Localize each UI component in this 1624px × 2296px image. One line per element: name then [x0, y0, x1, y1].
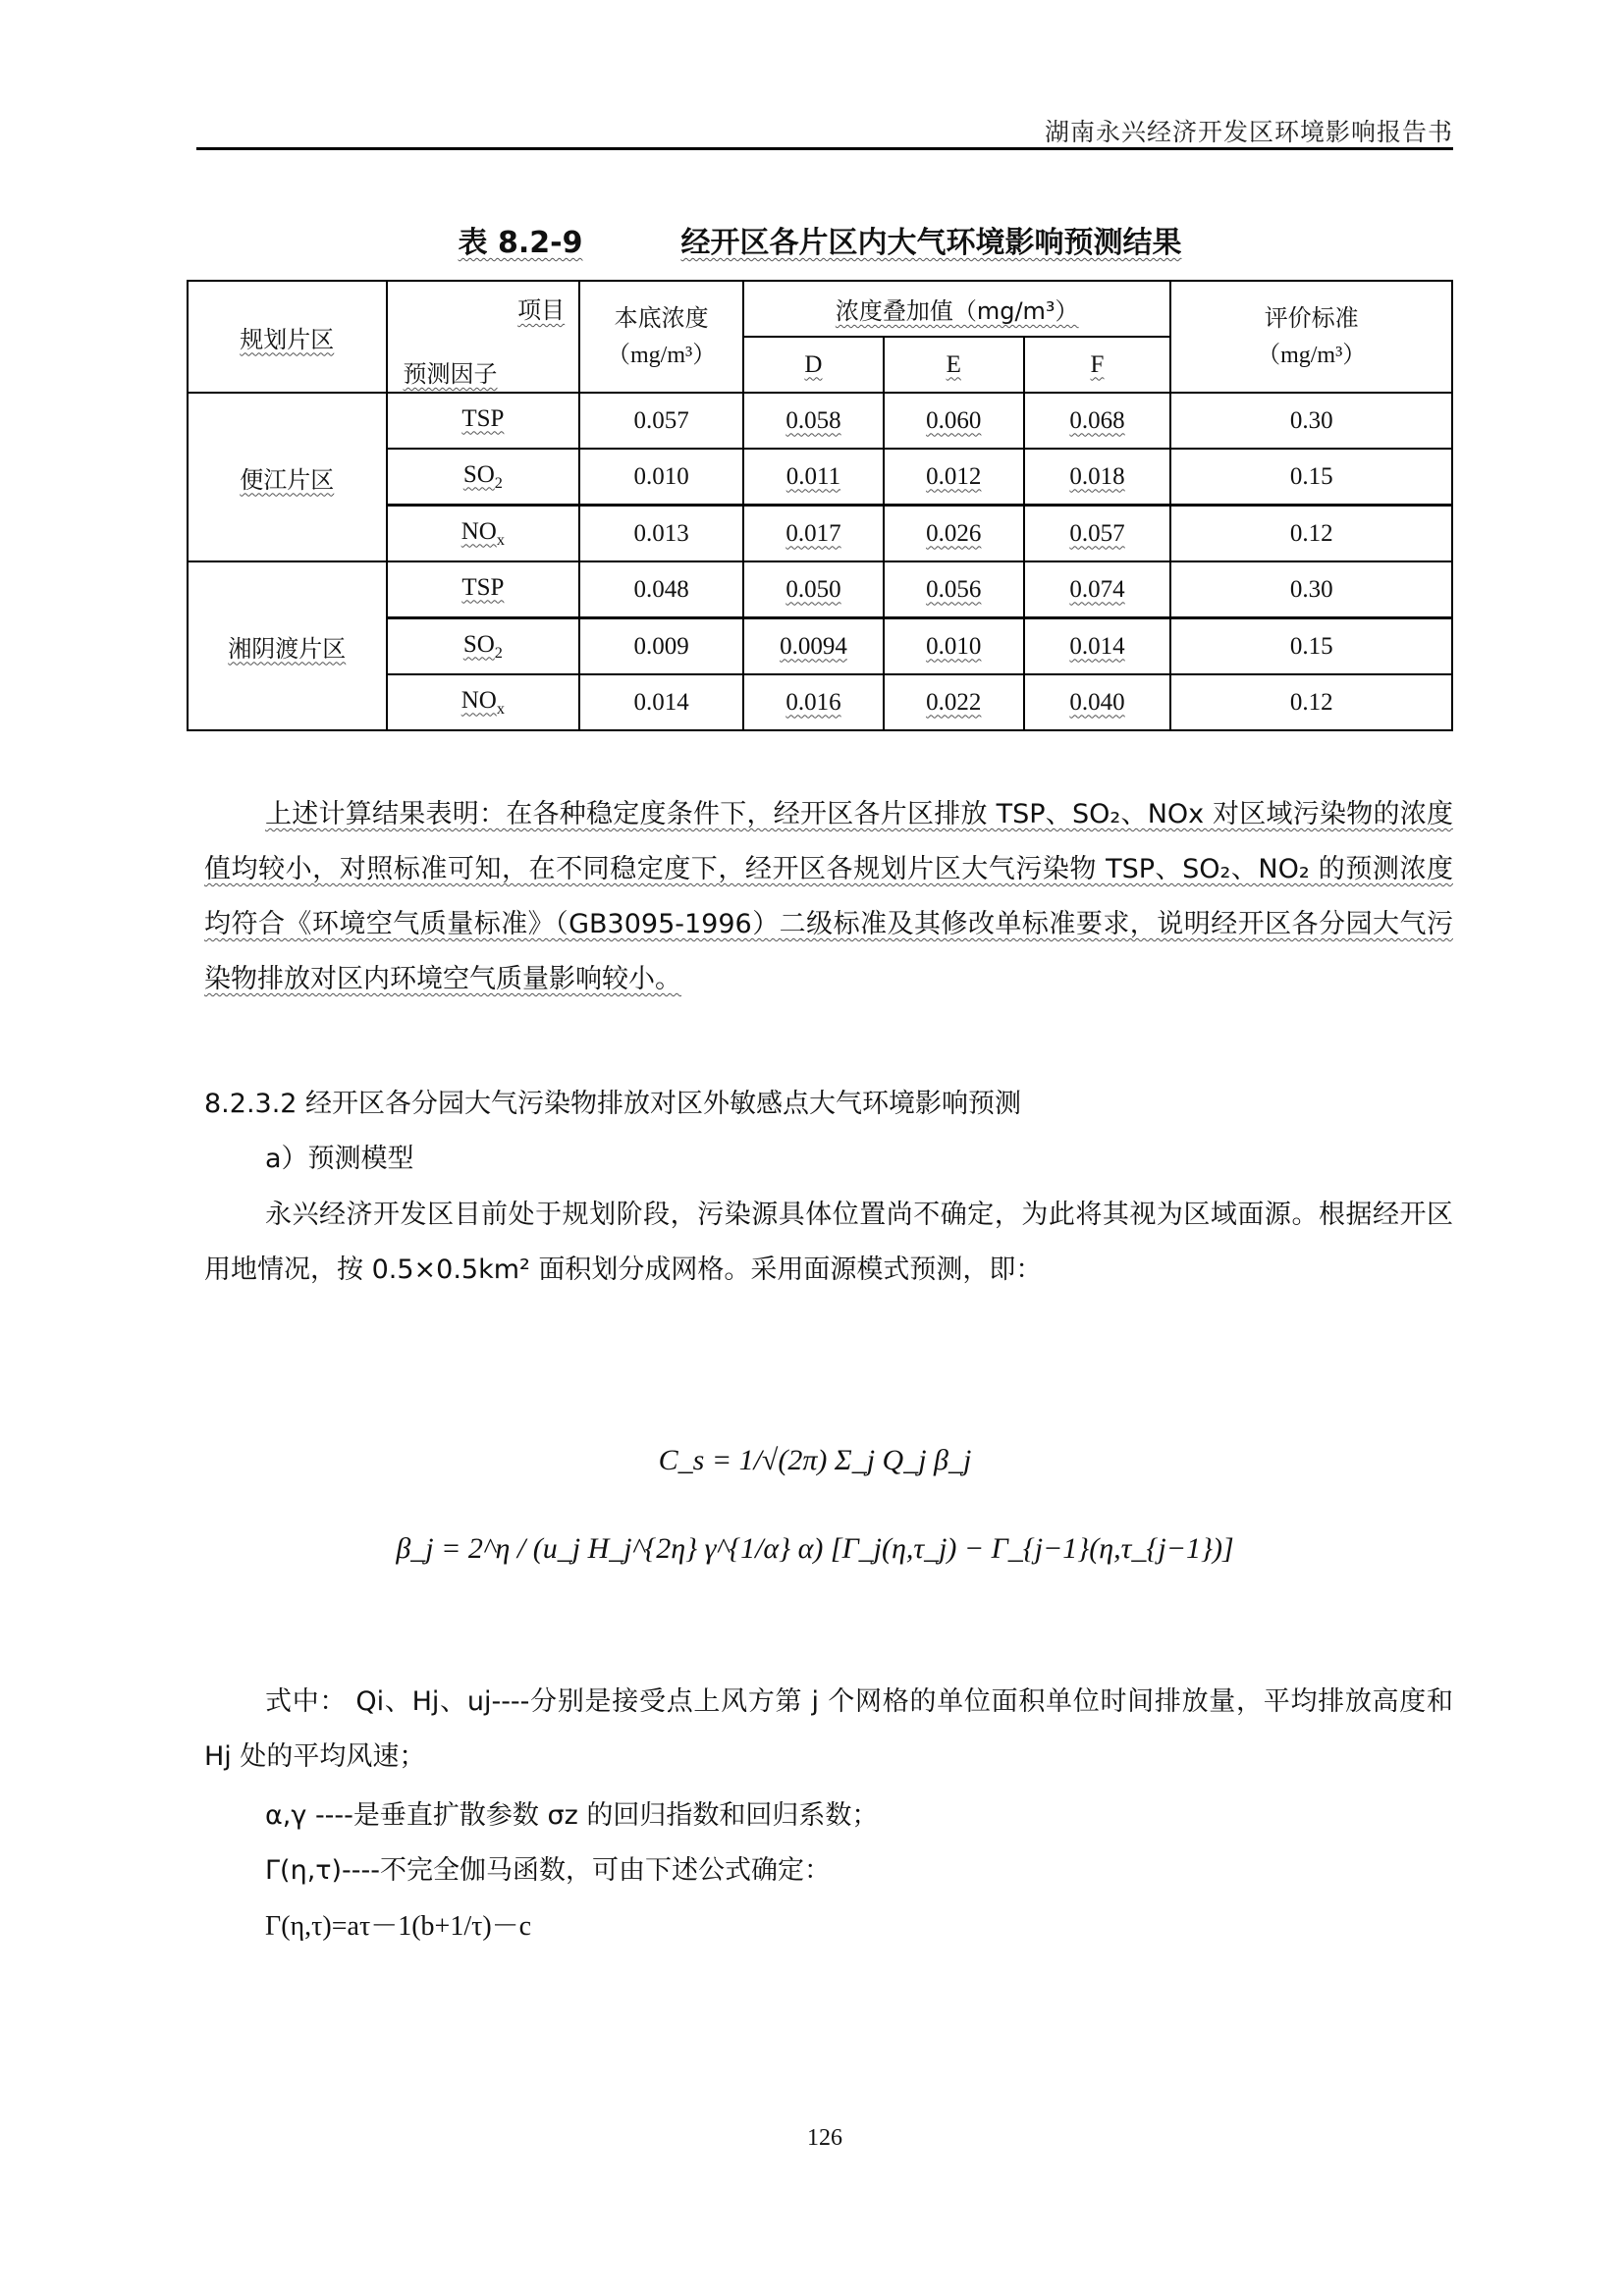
E-cell: 0.022 — [884, 674, 1024, 730]
header-standard-unit: （mg/m³） — [1257, 343, 1367, 368]
header-background-unit: （mg/m³） — [607, 343, 717, 368]
E-cell: 0.026 — [884, 506, 1024, 562]
background-cell: 0.057 — [579, 393, 743, 449]
F-cell: 0.068 — [1024, 393, 1171, 449]
header-zone: 规划片区 — [188, 281, 387, 393]
zone-cell: 便江片区 — [188, 393, 387, 561]
D-cell: 0.058 — [743, 393, 884, 449]
standard-cell: 0.15 — [1170, 449, 1452, 506]
background-cell: 0.009 — [579, 618, 743, 675]
header-factor: 预测因子 — [403, 360, 498, 388]
D-cell: 0.0094 — [743, 618, 884, 675]
factor-cell: $SO_2$ — [387, 449, 580, 506]
header-class-f: F — [1024, 337, 1171, 393]
gamma-formula: Γ(η,τ)=aτ－1(b+1/τ)－c — [265, 1911, 532, 1942]
background-cell: 0.010 — [579, 449, 743, 506]
standard-cell: 0.12 — [1170, 506, 1452, 562]
table-caption — [187, 218, 1453, 261]
section-heading: 8.2.3.2 经开区各分园大气污染物排放对区外敏感点大气环境影响预测 — [204, 1089, 1022, 1119]
page-number: 126 — [807, 2125, 842, 2151]
header-class-d: D — [743, 337, 884, 393]
D-cell: 0.017 — [743, 506, 884, 562]
conclusion-paragraph: 上述计算结果表明：在各种稳定度条件下，经开区各片区排放 TSP、SO₂、NOx 对区域污染物的浓度值均较小，对照标准可知，在不同稳定度下，经开区各规划片区大气污染物 TSP、SO₂、NO₂ 的预测浓度均符合《环境空气质量标准》（GB3095-1996）二级标准及其修改单标准要求，说明经开区各分园大气污染物排放对区内环境空气质量影响较小。 — [204, 799, 1453, 994]
F-cell: 0.014 — [1024, 618, 1171, 675]
where-alpha-gamma: α,γ ----是垂直扩散参数 σz 的回归指数和回归系数； — [265, 1800, 879, 1831]
formula-beta: β_j = 2^η / (u_j H_j^{2η} γ^{1/α} α) [Γ_j(η,τ_j) − Γ_{j−1}(η,τ_{j−1})] — [396, 1532, 1234, 1565]
header-standard: 评价标准 （mg/m³） — [1170, 281, 1452, 393]
E-cell: 0.060 — [884, 393, 1024, 449]
where-variables: 式中： Qi、Hj、uj----分别是接受点上风方第 j 个网格的单位面积单位时间排放量，平均排放高度和 Hj 处的平均风速； — [204, 1686, 1453, 1772]
D-cell: 0.011 — [743, 449, 884, 506]
table-header-row — [188, 281, 1452, 337]
document-header-title: 湖南永兴经济开发区环境影响报告书 — [1044, 118, 1453, 146]
subheading: a）预测模型 — [265, 1144, 414, 1174]
table-caption-number: 表 8.2-9 — [458, 226, 583, 260]
header-item: 项目 — [517, 296, 566, 324]
D-cell: 0.016 — [743, 674, 884, 730]
E-cell: 0.012 — [884, 449, 1024, 506]
table-row — [188, 561, 1452, 618]
header-class-e: E — [884, 337, 1024, 393]
factor-cell: $NO_x$ — [387, 506, 580, 562]
factor-cell: $SO_2$ — [387, 618, 580, 675]
formula-concentration: C_s = 1/√(2π) Σ_j Q_j β_j — [658, 1444, 972, 1476]
prediction-results-table — [187, 280, 1453, 731]
E-cell: 0.056 — [884, 561, 1024, 618]
background-cell: 0.013 — [579, 506, 743, 562]
factor-cell: $NO_x$ — [387, 674, 580, 730]
E-cell: 0.010 — [884, 618, 1024, 675]
area-source-formula — [295, 1423, 1335, 1620]
F-cell: 0.018 — [1024, 449, 1171, 506]
background-cell: 0.014 — [579, 674, 743, 730]
F-cell: 0.074 — [1024, 561, 1171, 618]
standard-cell: 0.30 — [1170, 561, 1452, 618]
header-diagonal — [387, 281, 580, 393]
zone-cell: 湘阴渡片区 — [188, 561, 387, 730]
factor-cell: TSP — [387, 393, 580, 449]
model-paragraph: 永兴经济开发区目前处于规划阶段，污染源具体位置尚不确定，为此将其视为区域面源。根据经开区用地情况，按 0.5×0.5km² 面积划分成网格。采用面源模式预测，即： — [204, 1200, 1453, 1285]
table-caption-title: 经开区各片区内大气环境影响预测结果 — [680, 226, 1182, 260]
header-superposed: 浓度叠加值（mg/m³） — [743, 281, 1170, 337]
header-background: 本底浓度 （mg/m³） — [579, 281, 743, 393]
standard-cell: 0.15 — [1170, 618, 1452, 675]
background-cell: 0.048 — [579, 561, 743, 618]
D-cell: 0.050 — [743, 561, 884, 618]
table-body — [188, 393, 1452, 730]
table-row — [188, 393, 1452, 449]
standard-cell: 0.30 — [1170, 393, 1452, 449]
where-gamma-function: Γ(η,τ)----不完全伽马函数，可由下述公式确定： — [265, 1855, 832, 1886]
F-cell: 0.040 — [1024, 674, 1171, 730]
standard-cell: 0.12 — [1170, 674, 1452, 730]
F-cell: 0.057 — [1024, 506, 1171, 562]
header-rule — [196, 147, 1453, 150]
factor-cell: TSP — [387, 561, 580, 618]
